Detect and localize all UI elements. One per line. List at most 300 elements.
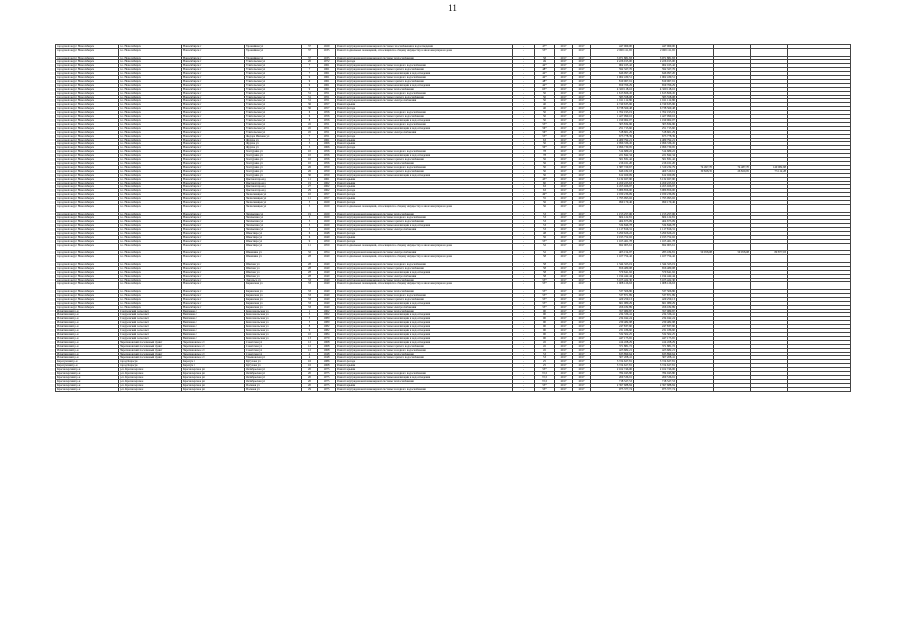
cell-work-type: Ремонт внутридомовой инженерной системы канализации и водоотведения xyxy=(336,340,513,344)
cell-locality: Черепановское ст xyxy=(182,344,245,348)
cell-cost-total: 3 724 627,81 xyxy=(591,364,634,368)
cell-settlement: г.о. Новосибирск xyxy=(119,107,182,111)
cell-stage: - xyxy=(513,266,535,270)
cell-end-year: 2017 xyxy=(573,189,591,193)
cell-build-year: 1940 xyxy=(318,282,336,290)
cell-wear-percent: 55* xyxy=(535,387,555,391)
cell-start-year: 2017 xyxy=(555,103,573,107)
cell-work-type: Ремонт внутридомовой инженерной системы горячего водоснабжения xyxy=(336,344,513,348)
cell-work-type: Ремонт крыши xyxy=(336,364,513,368)
cell-start-year: 2017 xyxy=(555,375,573,379)
capital-repair-register-table xyxy=(55,44,851,392)
cell-stage: - xyxy=(513,232,535,236)
cell-wear-percent: 50 xyxy=(535,95,555,99)
cell-cost-total: 1 107 754,42 xyxy=(591,255,634,263)
cell-stage: - xyxy=(513,146,535,150)
cell-locality: Новосибирск г xyxy=(182,220,245,224)
cell-cost-total: 414 458,29 xyxy=(591,340,634,344)
cell-stage: - xyxy=(513,212,535,216)
cell-end-year: 2017 xyxy=(573,56,591,60)
cell-municipality: городской округ Новосибирск xyxy=(56,142,119,146)
cell-municipality: городской округ Новосибирск xyxy=(56,290,119,294)
cell-build-year: 1961 xyxy=(318,87,336,91)
cell-cost-fund: 234 042,24 xyxy=(634,317,677,321)
cell-build-year: 1929 xyxy=(318,220,336,224)
cell-wear-percent: 48* xyxy=(535,68,555,72)
cell-cost-total: 4 749 635,96 xyxy=(591,103,634,107)
cell-street: Цветной проезд xyxy=(245,177,302,181)
cell-end-year: 2017 xyxy=(573,344,591,348)
cell-settlement: г.о. Новосибирск xyxy=(119,79,182,83)
cell-cost-local: 59 958,08 xyxy=(714,251,751,255)
cell-work-type: Ремонт внутридомовой инженерной системы канализации и водоотведения xyxy=(336,154,513,158)
cell-street: Учительская ул xyxy=(245,111,302,115)
cell-wear-percent: 58 xyxy=(535,56,555,60)
cell-stage: - xyxy=(513,87,535,91)
cell-street: Шекшина ул xyxy=(245,251,302,255)
cell-stage: - xyxy=(513,224,535,228)
cell-municipality: городской округ Новосибирск xyxy=(56,95,119,99)
cell-cost-total: 2 069 111,65 xyxy=(591,48,634,56)
cell-street: Учительская ул xyxy=(245,122,302,126)
cell-locality: Новосибирск г xyxy=(182,204,245,212)
cell-work-type: Ремонт внутридомовой инженерной системы теплоснабжения xyxy=(336,87,513,91)
cell-house-number: 11 xyxy=(302,177,318,181)
cell-cost-local xyxy=(714,255,751,263)
cell-municipality: Искитимский р-н xyxy=(56,325,119,329)
cell-cost-fund: 357 980,87 xyxy=(634,309,677,313)
cell-street: Шилова ул xyxy=(245,274,302,278)
cell-locality: Новосибирск г xyxy=(182,115,245,119)
cell-end-year: 2017 xyxy=(573,262,591,266)
cell-stage: - xyxy=(513,251,535,255)
cell-start-year: 2017 xyxy=(555,239,573,243)
cell-street: Комсомольская ул xyxy=(245,317,302,321)
cell-municipality: Карасукский р-н xyxy=(56,360,119,364)
cell-cost-fund: 3 132 927,90 xyxy=(634,177,677,181)
cell-settlement: г.о. Новосибирск xyxy=(119,177,182,181)
cell-street: Учительская ул xyxy=(245,130,302,134)
cell-end-year: 2017 xyxy=(573,360,591,364)
cell-end-year: 2017 xyxy=(573,193,591,197)
cell-street: Халтурина ул xyxy=(245,154,302,158)
cell-stage: - xyxy=(513,72,535,76)
cell-house-number: 4 xyxy=(302,356,318,360)
cell-cost-total: 1 795 993,02 xyxy=(591,197,634,201)
cell-cost-fund: 604 122,81 xyxy=(634,216,677,220)
cell-work-type: Ремонт внутридомовой инженерной системы электроснабжения xyxy=(336,130,513,134)
cell-stage: - xyxy=(513,329,535,333)
cell-work-type: Ремонт внутридомовой инженерной системы теплоснабжения xyxy=(336,56,513,60)
cell-municipality: городской округ Новосибирск xyxy=(56,99,119,103)
cell-build-year: 1940 xyxy=(318,305,336,309)
cell-wear-percent: 90 xyxy=(535,325,555,329)
cell-cost-total: 537 506,86 xyxy=(591,290,634,294)
cell-start-year: 2017 xyxy=(555,278,573,282)
cell-cost-total: 216 161,20 xyxy=(591,161,634,165)
cell-settlement: г.о. Новосибирск xyxy=(119,224,182,228)
cell-settlement: Сокуровский сельсовет xyxy=(119,325,182,329)
cell-end-year: 2017 xyxy=(573,76,591,80)
cell-start-year: 2017 xyxy=(555,189,573,193)
cell-start-year: 2017 xyxy=(555,228,573,232)
cell-build-year: 1962 xyxy=(318,185,336,189)
cell-municipality: городской округ Новосибирск xyxy=(56,161,119,165)
cell-cost-total: 1 062 430,51 xyxy=(591,76,634,80)
cell-house-number: 9 xyxy=(302,239,318,243)
cell-stage: - xyxy=(513,154,535,158)
cell-start-year: 2017 xyxy=(555,301,573,305)
cell-work-type: Ремонт крыши xyxy=(336,185,513,189)
cell-street: Полевая ул xyxy=(245,383,302,387)
cell-build-year: 1961 xyxy=(318,177,336,181)
cell-start-year: 2017 xyxy=(555,87,573,91)
cell-locality: Вейсмана с xyxy=(182,309,245,313)
cell-end-year: 2017 xyxy=(573,255,591,263)
cell-municipality: городской округ Новосибирск xyxy=(56,122,119,126)
cell-end-year: 2017 xyxy=(573,119,591,123)
cell-stage: - xyxy=(513,158,535,162)
cell-settlement: р.п. Краснозерское xyxy=(119,383,182,387)
cell-cost-total: 371 881,72 xyxy=(591,344,634,348)
cell-street: Халтурина ул xyxy=(245,169,302,173)
cell-wear-percent: 63 xyxy=(535,185,555,189)
cell-settlement: г.о. Новосибирск xyxy=(119,301,182,305)
cell-build-year: 1968 xyxy=(318,340,336,344)
register-body xyxy=(56,45,851,392)
cell-house-number: 26 xyxy=(302,165,318,169)
cell-start-year: 2017 xyxy=(555,379,573,383)
cell-cost-total: 3 986 856,00 xyxy=(591,189,634,193)
cell-stage: - xyxy=(513,216,535,220)
cell-wear-percent: 53 xyxy=(535,356,555,360)
cell-street: Учительская ул xyxy=(245,72,302,76)
cell-end-year: 2017 xyxy=(573,201,591,205)
cell-street: Шилова ул xyxy=(245,266,302,270)
cell-cost-total: 2 030 236,09 xyxy=(591,193,634,197)
cell-start-year: 2017 xyxy=(555,197,573,201)
cell-street: Урожайная ул xyxy=(245,48,302,56)
cell-cost-region: 30 828,35 xyxy=(677,169,714,173)
cell-municipality: Краснозерский р-н xyxy=(56,387,119,391)
cell-wear-percent: 56 xyxy=(535,235,555,239)
cell-locality: Краснозерское рп xyxy=(182,383,245,387)
cell-settlement: г.о. Новосибирск xyxy=(119,216,182,220)
cell-cost-local xyxy=(714,204,751,212)
cell-start-year: 2017 xyxy=(555,169,573,173)
cell-start-year: 2017 xyxy=(555,204,573,212)
cell-build-year: 1940 xyxy=(318,278,336,282)
cell-stage: - xyxy=(513,243,535,251)
cell-cost-fund: 4 749 635,96 xyxy=(634,103,677,107)
cell-stage: - xyxy=(513,348,535,352)
cell-stage: - xyxy=(513,56,535,60)
cell-build-year: 1940 xyxy=(318,297,336,301)
cell-house-number: 9 xyxy=(302,79,318,83)
cell-locality: Новосибирск г xyxy=(182,282,245,290)
cell-municipality: городской округ Новосибирск xyxy=(56,91,119,95)
cell-end-year: 2017 xyxy=(573,329,591,333)
cell-build-year: 1950 xyxy=(318,239,336,243)
cell-locality: Новосибирск г xyxy=(182,60,245,64)
cell-street: Учительская ул xyxy=(245,99,302,103)
cell-cost-fund: 1 165 461,78 xyxy=(634,239,677,243)
cell-work-type: Ремонт внутридомовой инженерной системы горячего водоснабжения xyxy=(336,68,513,72)
cell-house-number: 20 xyxy=(302,375,318,379)
cell-locality: Новосибирск г xyxy=(182,95,245,99)
cell-end-year: 2017 xyxy=(573,364,591,368)
cell-settlement: г.о. Новосибирск xyxy=(119,72,182,76)
cell-wear-percent: 42* xyxy=(535,72,555,76)
cell-wear-percent: 25 xyxy=(535,360,555,364)
cell-cost-total: 221 842,34 xyxy=(591,154,634,158)
cell-municipality: Искитимский р-н xyxy=(56,336,119,340)
cell-cost-fund: 371 881,72 xyxy=(634,344,677,348)
cell-street: Фрунзе ул xyxy=(245,142,302,146)
cell-wear-percent: 90 xyxy=(535,309,555,313)
cell-house-number: 31 xyxy=(302,95,318,99)
cell-municipality: городской округ Новосибирск xyxy=(56,232,119,236)
cell-locality: Новосибирск г xyxy=(182,232,245,236)
cell-locality: Новосибирск г xyxy=(182,165,245,169)
cell-work-type: Ремонт внутридомовой инженерной системы канализации и водоотведения xyxy=(336,173,513,177)
cell-municipality: городской округ Новосибирск xyxy=(56,216,119,220)
cell-locality: Новосибирск г xyxy=(182,197,245,201)
cell-work-type: Ремонт внутридомовой инженерной системы канализации и водоотведения xyxy=(336,313,513,317)
cell-wear-percent: 58 xyxy=(535,262,555,266)
cell-build-year: 1961 xyxy=(318,79,336,83)
cell-wear-percent: 25 xyxy=(535,364,555,368)
cell-cost-fund: 4 329 118,16 xyxy=(634,87,677,91)
cell-settlement: г.о. Новосибирск xyxy=(119,228,182,232)
cell-build-year: 1962 xyxy=(318,313,336,317)
cell-end-year: 2017 xyxy=(573,266,591,270)
cell-start-year: 2017 xyxy=(555,193,573,197)
cell-stage: - xyxy=(513,126,535,130)
cell-stage: - xyxy=(513,181,535,185)
cell-locality: Новосибирск г xyxy=(182,224,245,228)
cell-build-year: 1968 xyxy=(318,348,336,352)
cell-end-year: 2017 xyxy=(573,375,591,379)
cell-wear-percent: 52 xyxy=(535,243,555,251)
cell-work-type: Ремонт внутридомовой инженерной системы канализации и водоотведения xyxy=(336,126,513,130)
cell-locality: Новосибирск г xyxy=(182,290,245,294)
cell-stage: - xyxy=(513,134,535,138)
cell-settlement: г.о. Новосибирск xyxy=(119,193,182,197)
cell-settlement: г.о. Новосибирск xyxy=(119,197,182,201)
cell-end-year: 2017 xyxy=(573,87,591,91)
cell-street: Октябрьская ул xyxy=(245,375,302,379)
cell-start-year: 2017 xyxy=(555,158,573,162)
cell-cost-fund: 447 069,00 xyxy=(634,45,677,49)
cell-settlement: г.о. Новосибирск xyxy=(119,189,182,193)
cell-settlement: г.о. Новосибирск xyxy=(119,185,182,189)
cell-settlement: г.о. Новосибирск xyxy=(119,165,182,169)
cell-locality: Новосибирск г xyxy=(182,83,245,87)
cell-work-type: Ремонт внутридомовой инженерной системы теплоснабжения xyxy=(336,290,513,294)
cell-stage: - xyxy=(513,262,535,266)
cell-cost-total: 659 766,29 xyxy=(591,83,634,87)
cell-stage: - xyxy=(513,169,535,173)
cell-house-number: 5 xyxy=(302,204,318,212)
cell-start-year: 2017 xyxy=(555,95,573,99)
cell-locality: Новосибирск г xyxy=(182,181,245,185)
cell-house-number: 16 xyxy=(302,364,318,368)
cell-start-year: 2017 xyxy=(555,146,573,150)
page-number: 11 xyxy=(448,3,457,13)
cell-cost-total: 3 290 626,22 xyxy=(591,232,634,236)
cell-work-type: Ремонт внутридомовой инженерной системы электроснабжения xyxy=(336,274,513,278)
cell-locality: Новосибирск г xyxy=(182,239,245,243)
cell-build-year: 1956 xyxy=(318,158,336,162)
cell-cost-total: 1 194 442,44 xyxy=(591,274,634,278)
cell-municipality: городской округ Новосибирск xyxy=(56,134,119,138)
cell-cost-total: 999 179,46 xyxy=(591,201,634,205)
cell-cost-total: 234 336,41 xyxy=(591,313,634,317)
cell-locality: Новосибирск г xyxy=(182,103,245,107)
cell-locality: Новосибирск г xyxy=(182,119,245,123)
cell-municipality: городской округ Новосибирск xyxy=(56,158,119,162)
cell-wear-percent: 55* xyxy=(535,282,555,290)
cell-end-year: 2017 xyxy=(573,134,591,138)
cell-locality: Новосибирск г xyxy=(182,185,245,189)
cell-cost-region: 59 958,08 xyxy=(677,251,714,255)
cell-municipality: Карасукский р-н xyxy=(56,364,119,368)
cell-work-type: Ремонт крыши xyxy=(336,368,513,372)
cell-cost-fund: 4 459 223,63 xyxy=(634,181,677,185)
cell-cost-total: 423 682,21 xyxy=(591,348,634,352)
cell-settlement: г.о. Новосибирск xyxy=(119,278,182,282)
cell-build-year: 1972 xyxy=(318,60,336,64)
cell-locality: Краснозерское рп xyxy=(182,372,245,376)
cell-cost-total: 1 613 826,45 xyxy=(591,91,634,95)
cell-work-type: Ремонт внутридомовой инженерной системы канализации и водоотведения xyxy=(336,72,513,76)
cell-start-year: 2017 xyxy=(555,60,573,64)
cell-cost-local xyxy=(714,387,751,391)
cell-settlement: г.о. Новосибирск xyxy=(119,48,182,56)
cell-wear-percent: 53 xyxy=(535,216,555,220)
cell-work-type: Ремонт крыши xyxy=(336,197,513,201)
cell-street: Каринская ул xyxy=(245,282,302,290)
cell-build-year: 1980 xyxy=(318,317,336,321)
cell-house-number: 33 xyxy=(302,301,318,305)
cell-cost-total: 1 199 962,07 xyxy=(591,119,634,123)
cell-municipality: городской округ Новосибирск xyxy=(56,126,119,130)
cell-cost-fund: 1 795 993,02 xyxy=(634,197,677,201)
cell-end-year: 2017 xyxy=(573,91,591,95)
cell-end-year: 2017 xyxy=(573,235,591,239)
cell-cost-owners xyxy=(751,204,788,212)
cell-build-year: 1929 xyxy=(318,216,336,220)
cell-stage: - xyxy=(513,161,535,165)
cell-cost-fund: 1 613 826,45 xyxy=(634,91,677,95)
cell-cost-fund: 3 071 881,83 xyxy=(634,56,677,60)
cell-build-year: 1957 xyxy=(318,107,336,111)
cell-end-year: 2017 xyxy=(573,301,591,305)
cell-end-year: 2017 xyxy=(573,243,591,251)
cell-stage: - xyxy=(513,150,535,154)
cell-build-year: 1949 xyxy=(318,235,336,239)
cell-locality: Новосибирск г xyxy=(182,64,245,68)
cell-street: Октябрьская ул xyxy=(245,372,302,376)
cell-house-number: 36 xyxy=(302,107,318,111)
cell-municipality: Искитимский р-н xyxy=(56,317,119,321)
cell-settlement: г.о. Новосибирск xyxy=(119,60,182,64)
cell-work-type: Ремонт внутридомовой инженерной системы горячего водоснабжения xyxy=(336,158,513,162)
cell-house-number: 10 xyxy=(302,193,318,197)
cell-settlement: г.о. Новосибирск xyxy=(119,45,182,49)
cell-locality: Новосибирск г xyxy=(182,235,245,239)
cell-settlement: г.о. Новосибирск xyxy=(119,68,182,72)
cell-work-type: Ремонт подвальных помещений, относящихся к общему имуществу в многоквартирном доме xyxy=(336,243,513,251)
cell-cost-total: 251 715,60 xyxy=(591,126,634,130)
cell-work-type: Ремонт внутридомовой инженерной системы канализации и водоотведения xyxy=(336,325,513,329)
cell-start-year: 2017 xyxy=(555,270,573,274)
cell-build-year: 1956 xyxy=(318,119,336,123)
cell-end-year: 2017 xyxy=(573,161,591,165)
cell-start-year: 2017 xyxy=(555,352,573,356)
cell-build-year: 1940 xyxy=(318,301,336,305)
cell-work-type: Ремонт внутридомовой инженерной системы горячего водоснабжения xyxy=(336,297,513,301)
cell-work-type: Ремонт внутридомовой инженерной системы канализации и водоотведения xyxy=(336,329,513,333)
cell-build-year: 1968 xyxy=(318,344,336,348)
cell-cost-fund: 234 336,41 xyxy=(634,313,677,317)
cell-end-year: 2017 xyxy=(573,270,591,274)
cell-house-number: 29 xyxy=(302,387,318,391)
cell-start-year: 2017 xyxy=(555,134,573,138)
cell-municipality: городской округ Новосибирск xyxy=(56,173,119,177)
cell-street: Комсомольская ул xyxy=(245,309,302,313)
cell-start-year: 2017 xyxy=(555,91,573,95)
cell-build-year: 1950 xyxy=(318,243,336,251)
cell-house-number: 12 xyxy=(302,344,318,348)
cell-stage: - xyxy=(513,83,535,87)
cell-start-year: 2017 xyxy=(555,126,573,130)
cell-house-number: 19 xyxy=(302,212,318,216)
cell-work-type: Ремонт внутридомовой инженерной системы электроснабжения xyxy=(336,99,513,103)
cell-settlement: город Карасук xyxy=(119,360,182,364)
cell-settlement: Черепановский поселковый пункт xyxy=(119,356,182,360)
cell-start-year: 2017 xyxy=(555,336,573,340)
cell-work-type: Ремонт внутридомовой инженерной системы горячего водоснабжения xyxy=(336,220,513,224)
cell-locality: Вейсмана с xyxy=(182,325,245,329)
cell-wear-percent: 48 xyxy=(535,232,555,236)
cell-wear-percent: 50 xyxy=(535,142,555,146)
cell-cost-total: 819 067,91 xyxy=(591,79,634,83)
cell-house-number: 31 xyxy=(302,99,318,103)
cell-stage: - xyxy=(513,387,535,391)
cell-cost-total: 247 837,60 xyxy=(591,325,634,329)
cell-cost-region: 74 497,70 xyxy=(677,165,714,169)
cell-start-year: 2017 xyxy=(555,332,573,336)
cell-cost-total: 3 132 927,90 xyxy=(591,177,634,181)
cell-house-number: 33 xyxy=(302,297,318,301)
cell-end-year: 2017 xyxy=(573,224,591,228)
cell-municipality: городской округ Новосибирск xyxy=(56,150,119,154)
cell-cost-fund: 1 107 754,42 xyxy=(634,255,677,263)
cell-work-type: Ремонт внутридомовой инженерной системы канализации и водоотведения xyxy=(336,336,513,340)
cell-cost-fund: 656 480,08 xyxy=(634,266,677,270)
cell-house-number: 8 xyxy=(302,119,318,123)
cell-end-year: 2017 xyxy=(573,239,591,243)
cell-end-year: 2017 xyxy=(573,372,591,376)
cell-street: Фрунзе ул xyxy=(245,138,302,142)
cell-house-number: 31 xyxy=(302,91,318,95)
cell-cost-fund: 3 290 626,22 xyxy=(634,232,677,236)
cell-work-type: Ремонт крыши xyxy=(336,138,513,142)
cell-municipality: Краснозерский р-н xyxy=(56,375,119,379)
cell-end-year: 2017 xyxy=(573,352,591,356)
